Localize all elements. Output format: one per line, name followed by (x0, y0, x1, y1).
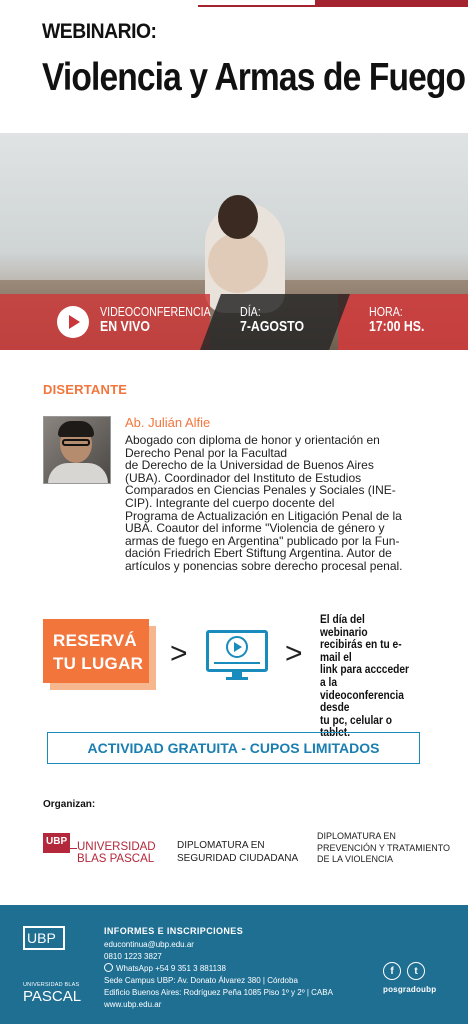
footer-ba-address: Edificio Buenos Aires: Rodríguez Peña 1085 Piso 1º y 2º | CABA (104, 988, 333, 997)
speaker-photo (43, 416, 111, 484)
time-value: 17:00 HS. (369, 317, 425, 335)
footer-whatsapp-text: WhatsApp +54 9 351 3 881138 (116, 964, 226, 973)
reserve-button[interactable] (43, 619, 149, 683)
monitor-base (226, 677, 248, 680)
footer-whatsapp (104, 963, 374, 975)
chevron-right-icon: > (170, 637, 188, 670)
speaker-section-label: DISERTANTE (43, 382, 128, 397)
free-activity-notice: ACTIVIDAD GRATUITA - CUPOS LIMITADOS (47, 732, 420, 764)
hero-banner (0, 133, 468, 350)
social-links (383, 962, 425, 980)
footer-email-link[interactable]: educontinua@ubp.edu.ar (104, 940, 194, 949)
footer-title: INFORMES E INSCRIPCIONES (104, 926, 244, 936)
social-handle: posgradoubp (383, 985, 437, 994)
twitter-icon[interactable]: t (407, 962, 425, 980)
organizer-diplomatura-violencia: DIPLOMATURA EN PREVENCIÓN Y TRATAMIENTO DE LA VIOLENCIA (317, 831, 451, 864)
hero-figure-arm (208, 233, 268, 293)
event-info-strip (0, 294, 468, 350)
time-label: HORA: (369, 304, 403, 319)
mode-block (100, 305, 211, 334)
footer-contact-info (104, 926, 374, 1011)
organizers-label: Organizan: (43, 799, 96, 810)
ubp-logo-line1: UNIVERSIDAD (77, 841, 156, 853)
footer-logo-sub: UNIVERSIDAD BLAS (23, 982, 80, 988)
reserve-button-line2: TU LUGAR (53, 654, 144, 673)
registration-info-text: El día del webinario recibirás en tu e-mail el link para accceder a la videoconferencia desde tu pc, celular o tablet. (320, 612, 410, 740)
mode-line2: EN VIVO (100, 317, 150, 335)
footer-logo-mark: UBP (23, 926, 65, 950)
facebook-icon[interactable]: f (383, 962, 401, 980)
day-value: 7-AGOSTO (240, 317, 305, 335)
day-label: DÍA: (240, 304, 261, 319)
monitor-play-icon (226, 636, 248, 658)
speaker-name: Ab. Julián Alfie (125, 415, 211, 430)
monitor-progress-line (214, 662, 260, 664)
pre-title: WEBINARIO: (42, 20, 157, 43)
time-block (369, 305, 424, 334)
speaker-bio: Abogado con diploma de honor y orientación en Derecho Penal por la Facultad de Derecho de la Universidad de Buenos Aires (UBA). Coordinador del Instituto de Estudios Comparados en Ciencias Penales y Sociales (INE- CIP). Integrante del cuerpo docente del Programa de Actualización en Litigación Penal de la UBA. Coautor del informe "Violencia de género y armas de fuego en Argentina" publicado por la Fun- dación Friedrich Ebert Stiftung Argentina. Autor de artículos y ponencias sobre derecho procesal penal. (125, 433, 403, 573)
footer-logo-name: PASCAL (23, 988, 82, 1005)
ubp-logo-mark: UBP (43, 833, 70, 853)
ubp-logo-rule (43, 848, 77, 849)
ubp-logo-line2: BLAS PASCAL (77, 853, 155, 865)
footer-logo (23, 926, 82, 1005)
footer-website-link[interactable]: www.ubp.edu.ar (104, 1000, 162, 1009)
hero-figure-head (218, 195, 258, 239)
footer (0, 905, 468, 1024)
organizer-diplomatura-seguridad: DIPLOMATURA EN SEGURIDAD CIUDADANA (177, 840, 299, 864)
footer-campus-address: Sede Campus UBP: Av. Donato Álvarez 380 | Córdoba (104, 976, 298, 985)
top-accent-bar (315, 0, 468, 6)
day-block (240, 305, 304, 334)
play-icon (57, 306, 89, 338)
reserve-button-line1: RESERVÁ (53, 631, 137, 650)
footer-phone: 0810 1223 3827 (104, 952, 162, 961)
whatsapp-icon (104, 963, 113, 972)
page-title: Violencia y Armas de Fuego (42, 56, 466, 99)
mode-line1: VIDEOCONFERENCIA (100, 304, 211, 319)
chevron-right-icon: > (285, 637, 303, 670)
